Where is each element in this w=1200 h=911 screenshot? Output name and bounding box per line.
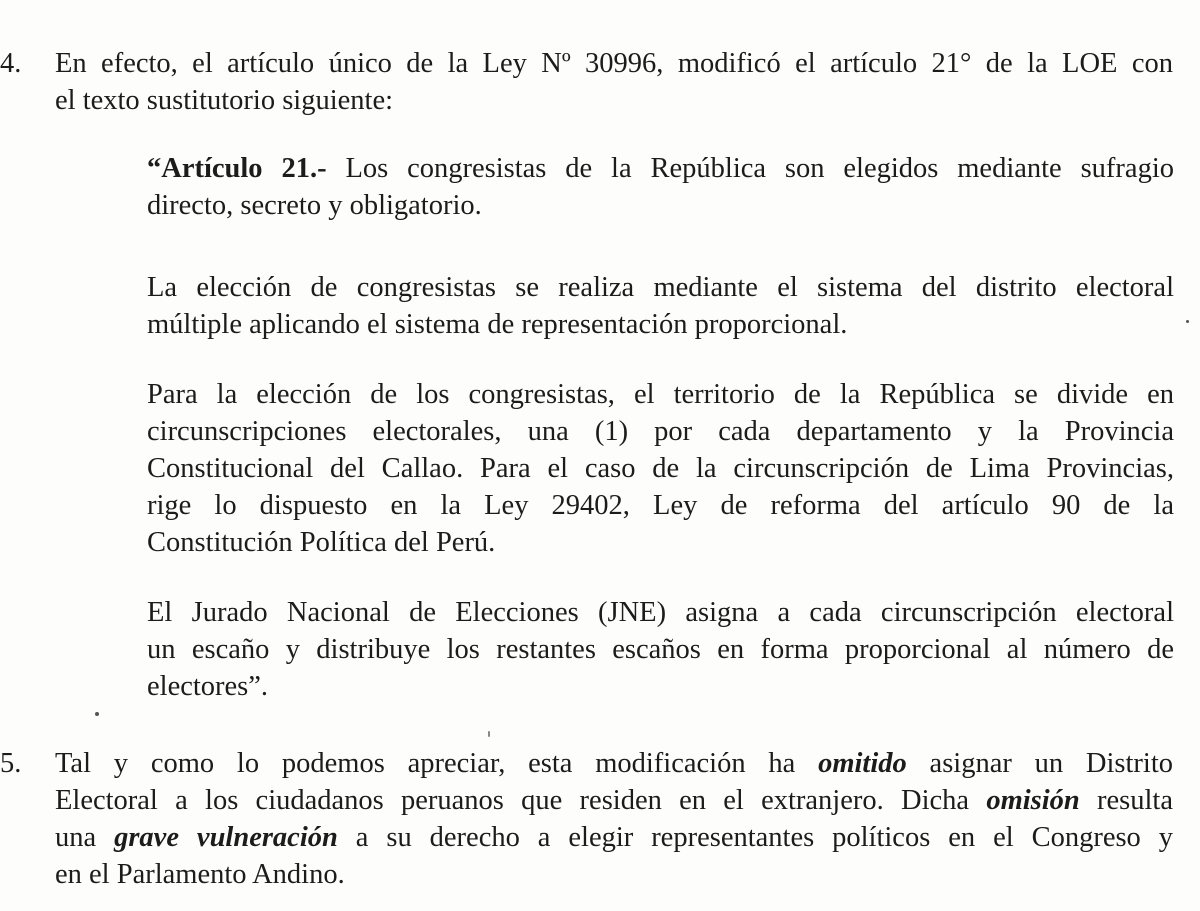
quote-line: directo, secreto y obligatorio. [147, 190, 482, 221]
text-run: asignar un Distrito [906, 748, 1174, 779]
quote-line: El Jurado Nacional de Elecciones (JNE) asigna a cada circunscripción electoral [147, 597, 1174, 628]
quote-text: Los congresistas de la República son elegidos mediante sufragio [326, 153, 1174, 184]
item-number: 4. [0, 48, 22, 79]
emphasis: omisión [986, 785, 1080, 816]
quote-line: Constitucional del Callao. Para el caso de la circunscripción de Lima Provincias, [147, 453, 1174, 484]
quote-line: rige lo dispuesto en la Ley 29402, Ley de reforma del artículo 90 de la [147, 490, 1174, 521]
item-body [55, 745, 1173, 893]
quote-paragraph-1 [147, 150, 1174, 224]
text-run: Electoral a los ciudadanos peruanos que residen en el extranjero. Dicha [55, 785, 987, 816]
item-line [55, 819, 1173, 856]
scan-speck [95, 712, 99, 716]
quote-line: circunscripciones electorales, una (1) por cada departamento y la Provincia [147, 416, 1174, 447]
text-run: a su derecho a elegir representantes políticos en el Congreso y [337, 822, 1173, 853]
emphasis: grave vulneración [114, 822, 338, 853]
quote-paragraph-4 [147, 594, 1174, 705]
quote-line: un escaño y distribuye los restantes escaños en forma proporcional al número de [147, 634, 1174, 665]
quote-line [147, 150, 1174, 187]
text-run: Tal y como lo podemos apreciar, esta modificación ha [55, 748, 819, 779]
item-number: 5. [0, 748, 22, 779]
item-body [55, 45, 1173, 119]
scan-speck [1186, 320, 1189, 323]
item-line: En efecto, el artículo único de la Ley Nº 30996, modificó el artículo 21° de la LOE con [55, 48, 1173, 79]
article-heading: “Artículo 21.- [147, 153, 327, 184]
item-line: en el Parlamento Andino. [55, 859, 345, 890]
scan-speck [488, 731, 490, 737]
emphasis: omitido [818, 748, 907, 779]
quote-line: Para la elección de los congresistas, el territorio de la República se divide en [147, 379, 1174, 410]
text-run: resulta [1079, 785, 1173, 816]
text-run: una [55, 822, 115, 853]
quote-paragraph-3 [147, 376, 1174, 561]
quote-line: Constitución Política del Perú. [147, 527, 496, 558]
item-line [55, 745, 1173, 782]
item-line [55, 782, 1173, 819]
item-line: el texto sustitutorio siguiente: [55, 85, 394, 116]
quote-line: electores”. [147, 671, 269, 702]
quote-line: múltiple aplicando el sistema de representación proporcional. [147, 309, 848, 340]
quoted-article [147, 150, 1174, 224]
quote-paragraph-2 [147, 269, 1174, 343]
quote-line: La elección de congresistas se realiza mediante el sistema del distrito electoral [147, 272, 1174, 303]
